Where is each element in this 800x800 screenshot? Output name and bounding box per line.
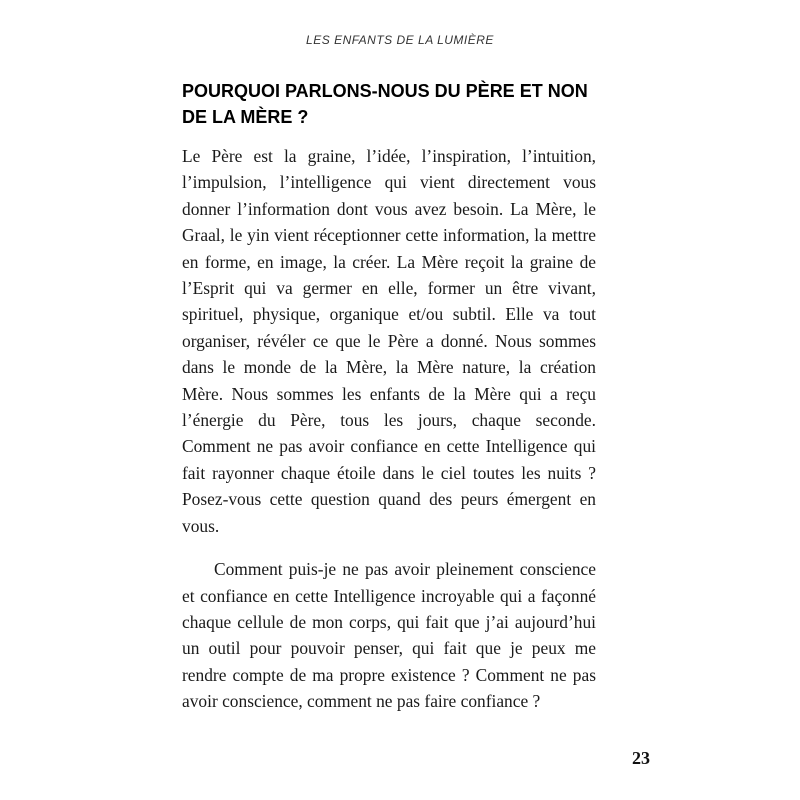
paragraph: Comment puis-je ne pas avoir pleinement conscience et confiance en cette Intelligence incroyable qui a façonné chaque cellule de mon corps, qui fait que j’ai aujourd’hui un outil pour pouvoir penser, qui fait que je peux me rendre compte de ma propre existence ? Comment ne pas avoir conscience, comment ne pas faire confiance ? [182, 559, 596, 712]
paragraph: Le Père est la graine, l’idée, l’inspiration, l’intuition, l’impulsion, l’intelligence qui vient directement vous donner l’information dont vous avez besoin. La Mère, le Graal, le yin vient réceptionner cette information, la mettre en forme, en image, la créer. La Mère reçoit la graine de l’Esprit qui va germer en elle, former un être vivant, spirituel, physique, organique et/ou subtil. Elle va tout organiser, révéler ce que le Père a donné. Nous sommes dans le monde de la Mère, la Mère nature, la création Mère. Nous sommes les enfants de la Mère qui a reçu l’énergie du Père, tous les jours, chaque seconde. Comment ne pas avoir confiance en cette Intelligence qui fait rayonner chaque étoile dans le ciel toutes les nuits ? Posez-vous cette question quand des peurs émergent en vous. [182, 146, 596, 536]
page-number: 23 [632, 748, 650, 768]
body-text [182, 143, 596, 715]
running-head: LES ENFANTS DE LA LUMIÈRE [306, 33, 494, 47]
section-title: POURQUOI PARLONS-NOUS DU PÈRE ET NON DE LA MÈRE ? [182, 81, 588, 127]
